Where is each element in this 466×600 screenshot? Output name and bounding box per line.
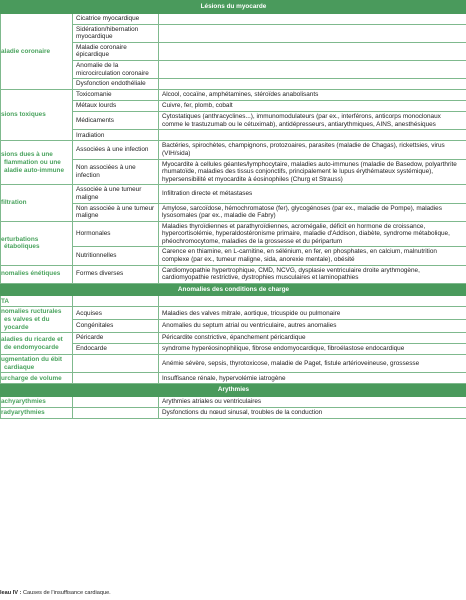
section-header-row [1, 1, 466, 14]
subcategory-cell: Toxicomanie [73, 90, 159, 101]
category-cell: urcharge de volume [1, 373, 73, 384]
subcategory-cell: Endocarde [73, 344, 159, 355]
subcategory-cell: Médicaments [73, 112, 159, 130]
table-row [1, 185, 466, 203]
table-row [1, 13, 466, 24]
description-cell: Cardiomyopathie hypertrophique, CMD, NCVG, dysplasie ventriculaire droite arythmogène, cardiomyopathie restrictive, dystrophies musculaires et laminopathies [159, 265, 466, 283]
subcategory-cell: Sidération/hibernation myocardique [73, 24, 159, 42]
caption-text: Causes de l'insuffisance cardiaque. [21, 590, 111, 596]
section-title: Lésions du myocarde [1, 1, 466, 14]
description-cell: Alcool, cocaïne, amphétamines, stéroïdes anabolisants [159, 90, 466, 101]
description-cell: Carence en thiamine, en L-carnitine, en sélénium, en fer, en phosphates, en calcium, malnutrition complexe (par ex., tumeur maligne, sida, anorexie mentale), obésité [159, 247, 466, 265]
subcategory-cell: Congénitales [73, 320, 159, 333]
description-cell: Bactéries, spirochètes, champignons, protozoaires, parasites (maladie de Chagas), rickettsies, virus (VIH/sida) [159, 141, 466, 159]
section-header-row [1, 283, 466, 296]
category-cell: filtration [1, 185, 73, 221]
category-cell: sions toxiques [1, 90, 73, 141]
subcategory-cell [73, 397, 159, 408]
description-cell: Infiltration directe et métastases [159, 185, 466, 203]
description-cell: Arythmies atriales ou ventriculaires [159, 397, 466, 408]
description-cell [159, 296, 466, 307]
subcategory-cell: Associées à une infection [73, 141, 159, 159]
category-cell: aladie coronaire [1, 13, 73, 90]
table-row [1, 408, 466, 419]
description-cell: Dysfonctions du nœud sinusal, troubles de la conduction [159, 408, 466, 419]
section-title: Arythmies [1, 384, 466, 397]
table-row [1, 296, 466, 307]
description-cell: Amylose, sarcoïdose, hémochromatose (fer), glycogénoses (par ex., maladie de Pompe), maladies lysosomales (par ex., maladie de Fabry) [159, 203, 466, 221]
subcategory-cell: Formes diverses [73, 265, 159, 283]
category-cell: nomalies énétiques [1, 265, 73, 283]
description-cell: Péricardite constrictive, épanchement péricardique [159, 333, 466, 344]
subcategory-cell [73, 373, 159, 384]
table-row [1, 221, 466, 247]
category-cell: achyarythmies [1, 397, 73, 408]
description-cell: Myocardite à cellules géantes/lymphocytaire, maladies auto-immunes (maladie de Basedow, polyarthrite rhumatoïde, maladies des tissus conjonctifs, principalement le lupus érythémateux systémique), hypersensibilité et myocardite à éosinophiles (Churg et Strauss) [159, 159, 466, 185]
description-cell: Cuivre, fer, plomb, cobalt [159, 101, 466, 112]
description-cell: Anémie sévère, sepsis, thyrotoxicose, maladie de Paget, fistule artérioveineuse, grossesse [159, 355, 466, 373]
table-row [1, 397, 466, 408]
subcategory-cell: Nutritionnelles [73, 247, 159, 265]
subcategory-cell: Maladie coronaire épicardique [73, 42, 159, 60]
subcategory-cell: Métaux lourds [73, 101, 159, 112]
description-cell [159, 24, 466, 42]
table-row [1, 141, 466, 159]
description-cell: syndrome hyperéosinophilique, fibrose endomyocardique, fibroélastose endocardique [159, 344, 466, 355]
subcategory-cell: Cicatrice myocardique [73, 13, 159, 24]
description-cell [159, 60, 466, 78]
subcategory-cell: Dysfonction endothéliale [73, 79, 159, 90]
subcategory-cell: Non associées à une infection [73, 159, 159, 185]
causes-table-body [1, 1, 466, 419]
subcategory-cell: Non associée à une tumeur maligne [73, 203, 159, 221]
description-cell [159, 79, 466, 90]
subcategory-cell [73, 355, 159, 373]
description-cell: Maladies thyroïdiennes et parathyroïdiennes, acromégalie, déficit en hormone de croissance, hypercortisolémie, hyperaldostéronisme primaire, maladie d'Addison, diabète, syndrome métabolique, phéochromocytome, maladies de la grossesse et du péripartum [159, 221, 466, 247]
description-cell [159, 42, 466, 60]
section-title: Anomalies des conditions de charge [1, 283, 466, 296]
table-caption [0, 590, 466, 597]
caption-label: leau IV : [0, 590, 22, 596]
table-row [1, 307, 466, 320]
subcategory-cell: Anomalie de la microcirculation coronaire [73, 60, 159, 78]
description-cell: Maladies des valves mitrale, aortique, tricuspide ou pulmonaire [159, 307, 466, 320]
description-cell: Cytostatiques (anthracyclines...), immunomodulateurs (par ex., interférons, anticorps monoclonaux comme le trastuzumab ou le cétuximab), antidépresseurs, antiarythmiques, AINS, anesthésiques [159, 112, 466, 130]
description-cell [159, 13, 466, 24]
description-cell: Insuffisance rénale, hypervolémie iatrogène [159, 373, 466, 384]
subcategory-cell: Associée à une tumeur maligne [73, 185, 159, 203]
category-cell: radyarythmies [1, 408, 73, 419]
section-header-row [1, 384, 466, 397]
category-cell: sions dues à une flammation ou une aladie auto-immune [1, 141, 73, 185]
table-row [1, 265, 466, 283]
description-cell: Anomalies du septum atrial ou ventriculaire, autres anomalies [159, 320, 466, 333]
category-cell: nomalies ructurales es valves et du yocarde [1, 307, 73, 333]
category-cell: aladies du ricarde et de endomyocarde [1, 333, 73, 355]
description-cell [159, 130, 466, 141]
subcategory-cell: Acquises [73, 307, 159, 320]
table-row [1, 90, 466, 101]
subcategory-cell: Hormonales [73, 221, 159, 247]
table-row [1, 333, 466, 344]
subcategory-cell: Péricarde [73, 333, 159, 344]
category-cell: ugmentation du ébit cardiaque [1, 355, 73, 373]
subcategory-cell: Irradiation [73, 130, 159, 141]
table-row [1, 355, 466, 373]
table-row [1, 373, 466, 384]
category-cell: erturbations étaboliques [1, 221, 73, 265]
subcategory-cell [73, 296, 159, 307]
subcategory-cell [73, 408, 159, 419]
category-cell: TA [1, 296, 73, 307]
